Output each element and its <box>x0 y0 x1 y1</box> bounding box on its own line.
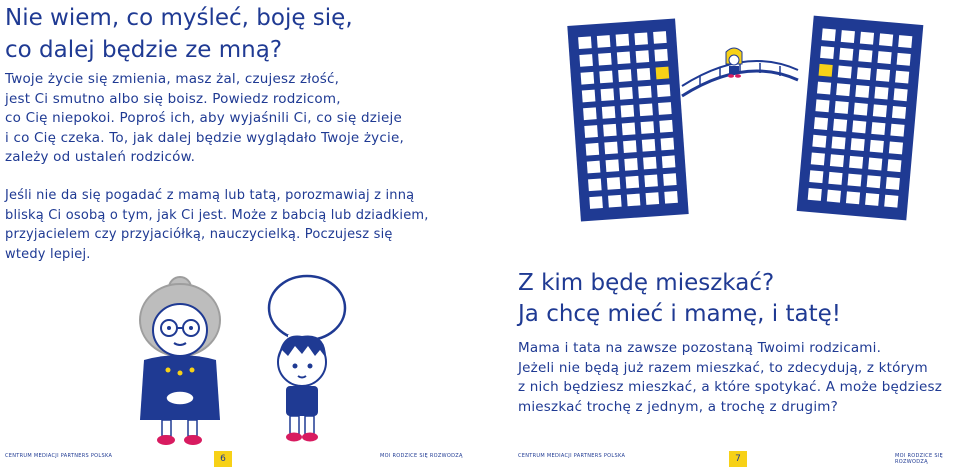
building-window <box>658 102 672 115</box>
footer-book-title: MOI RODZICE SIĘ ROZWODZĄ <box>895 453 944 465</box>
building-window <box>858 49 872 62</box>
building-window <box>624 158 638 171</box>
left-page-heading <box>5 2 353 66</box>
building-window <box>887 159 901 172</box>
building-window <box>618 69 632 82</box>
building-window <box>897 53 911 66</box>
building-window <box>604 142 618 155</box>
building-window <box>607 177 621 190</box>
building-window <box>639 103 653 116</box>
building-window <box>860 32 874 45</box>
building-window <box>817 82 831 95</box>
building-window <box>642 139 656 152</box>
footer-book-title: MOI RODZICE SIĘ ROZWODZĄ <box>380 453 463 459</box>
right-building <box>797 16 924 221</box>
building-window <box>846 191 860 204</box>
building-window <box>851 138 865 151</box>
building-window <box>654 49 668 62</box>
left-paragraph-2 <box>5 186 429 264</box>
building-window <box>582 90 596 103</box>
building-window <box>867 175 881 188</box>
building-window <box>830 154 844 167</box>
building-window <box>847 174 861 187</box>
building-window <box>808 188 822 201</box>
building-window <box>643 157 657 170</box>
building-window <box>617 52 631 65</box>
building-window <box>822 28 836 41</box>
building-window <box>898 35 912 48</box>
grandma-boy-illustration <box>120 270 350 450</box>
building-window <box>656 67 670 80</box>
building-body <box>567 18 688 221</box>
building-window <box>578 36 592 49</box>
building-window <box>811 153 825 166</box>
heading-line: Nie wiem, co myśleć, boję się, <box>5 5 353 31</box>
heading-line: Z kim będę mieszkać? <box>518 270 775 296</box>
building-window <box>849 156 863 169</box>
text-line: Jeżeli nie będą już razem mieszkać, to zdecydują, z którym <box>518 359 928 376</box>
building-window <box>653 31 667 44</box>
text-line: Mama i tata na zawsze pozostaną Twoimi rodzicami. <box>518 340 882 356</box>
building-window <box>597 35 611 48</box>
building-window <box>879 33 893 46</box>
building-window <box>870 140 884 153</box>
page-number: 6 <box>214 451 232 467</box>
building-window <box>895 71 909 84</box>
building-window <box>599 71 613 84</box>
building-window <box>838 66 852 79</box>
building-window <box>644 175 658 188</box>
building-window <box>814 117 828 130</box>
bridge <box>682 61 798 96</box>
buildings-bridge-illustration <box>560 8 960 240</box>
building-window <box>646 192 660 205</box>
building-window <box>868 158 882 171</box>
building-window <box>884 195 898 208</box>
left-building <box>567 18 688 221</box>
building-window <box>623 140 637 153</box>
heading-line: Ja chcę mieć i mamę, i tatę! <box>518 301 841 327</box>
building-window <box>663 173 677 186</box>
building-window <box>616 34 630 47</box>
footer-publisher: CENTRUM MEDIACJI PARTNERS POLSKA <box>518 453 626 459</box>
building-window <box>662 155 676 168</box>
building-window <box>659 120 673 133</box>
building-window <box>839 48 853 61</box>
building-window <box>581 72 595 85</box>
building-window <box>598 53 612 66</box>
right-page-heading <box>518 268 841 330</box>
building-window <box>886 177 900 190</box>
building-window <box>871 122 885 135</box>
building-window <box>889 141 903 154</box>
building-window <box>638 86 652 99</box>
building-window <box>664 191 678 204</box>
building-window <box>626 176 640 189</box>
building-window <box>827 190 841 203</box>
building-window <box>852 120 866 133</box>
building-window <box>601 88 615 101</box>
building-window <box>820 46 834 59</box>
building-window <box>831 136 845 149</box>
building-window <box>627 194 641 207</box>
boy-figure <box>278 335 326 441</box>
text-line: mieszkać trochę z jednym, a trochę z drugim? <box>518 398 838 415</box>
building-window <box>636 50 650 63</box>
building-window <box>587 161 601 174</box>
building-window <box>583 107 597 120</box>
text-line: Twoje życie się zmienia, masz żal, czujesz złość, <box>5 71 340 87</box>
building-window <box>637 68 651 81</box>
building-window <box>634 32 648 45</box>
building-window <box>603 124 617 137</box>
building-window <box>589 196 603 209</box>
page-number: 7 <box>729 451 747 467</box>
building-window <box>892 106 906 119</box>
building-window <box>893 88 907 101</box>
building-window <box>890 124 904 137</box>
building-window <box>608 195 622 208</box>
building-window <box>819 64 833 77</box>
building-window <box>812 135 826 148</box>
text-line: wtedy lepiej. <box>5 246 91 262</box>
building-window <box>661 138 675 151</box>
building-window <box>873 104 887 117</box>
building-window <box>602 106 616 119</box>
building-window <box>855 85 869 98</box>
building-window <box>836 83 850 96</box>
building-window <box>833 119 847 132</box>
text-line: co Cię niepokoi. Poproś ich, aby wyjaśnili Ci, co się dzieje <box>5 110 402 126</box>
heading-line: co dalej będzie ze mną? <box>5 37 283 63</box>
footer-publisher: CENTRUM MEDIACJI PARTNERS POLSKA <box>5 453 113 459</box>
building-window <box>606 159 620 172</box>
building-window <box>865 193 879 206</box>
building-window <box>641 121 655 134</box>
building-window <box>815 99 829 112</box>
building-window <box>584 125 598 138</box>
building-window <box>579 54 593 67</box>
building-window <box>657 84 671 97</box>
text-line: Jeśli nie da się pogadać z mamą lub tatą, porozmawiaj z inną <box>5 188 415 203</box>
text-line: przyjacielem czy przyjaciółką, nauczycielką. Poczujesz się <box>5 227 393 242</box>
building-window <box>588 178 602 191</box>
building-window <box>857 67 871 80</box>
building-window <box>854 103 868 116</box>
building-window <box>877 51 891 64</box>
building-window <box>621 105 635 118</box>
text-line: z nich będziesz mieszkać, a które spotykać. A może będziesz <box>518 379 943 395</box>
building-window <box>841 30 855 43</box>
building-window <box>586 143 600 156</box>
text-line: bliską Ci osobą o tym, jak Ci jest. Może z babcią lub dziadkiem, <box>5 207 429 223</box>
building-window <box>809 170 823 183</box>
building-window <box>835 101 849 114</box>
building-window <box>619 87 633 100</box>
building-window <box>622 123 636 136</box>
building-window <box>828 172 842 185</box>
right-paragraph <box>518 339 942 417</box>
text-line: zależy od ustaleń rodziców. <box>5 149 196 165</box>
building-window <box>874 87 888 100</box>
building-window <box>876 69 890 82</box>
text-line: jest Ci smutno albo się boisz. Powiedz rodzicom, <box>5 90 341 107</box>
text-line: i co Cię czeka. To, jak dalej będzie wyglądało Twoje życie, <box>5 129 404 146</box>
left-paragraph-1 <box>5 70 404 168</box>
grandmother-figure <box>140 277 220 445</box>
